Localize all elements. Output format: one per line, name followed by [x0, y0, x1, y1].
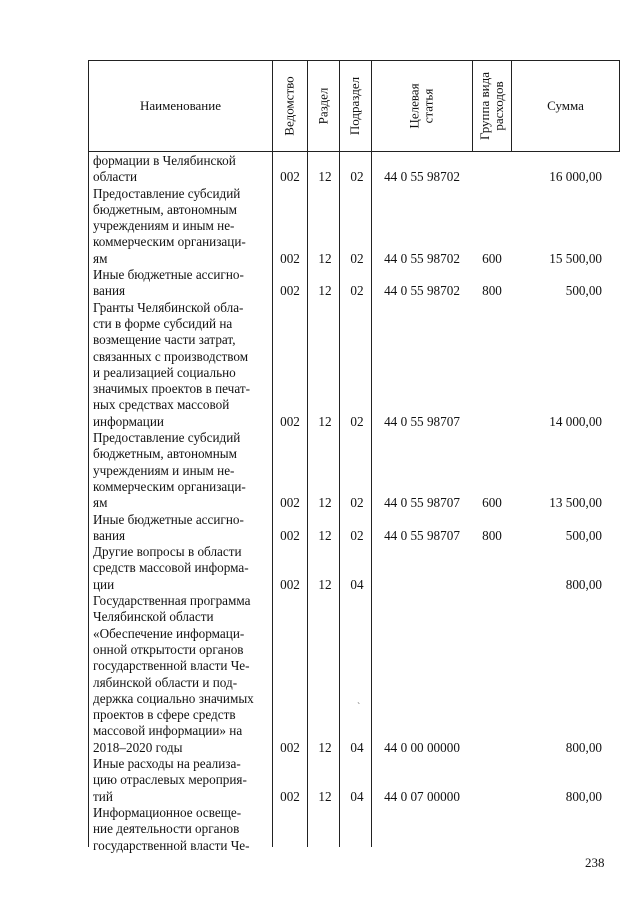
row-name-line: ние деятельности органов [93, 821, 240, 837]
header-podrazdel-label: Подраздел [347, 76, 363, 136]
row-vedomstvo: 002 [280, 576, 300, 592]
row-name-line: и реализацией социально [93, 364, 236, 380]
row-name-line: вания [93, 527, 126, 543]
row-name-line: возмещение части затрат, [93, 332, 236, 348]
row-celevaya: 44 0 00 00000 [384, 739, 460, 755]
row-name-line: сти в форме субсидий на [93, 315, 233, 331]
row-podrazdel: 02 [350, 527, 364, 543]
row-podrazdel: 02 [350, 250, 364, 266]
row-name-line: бюджетным, автономным [93, 201, 237, 217]
header-gruppa-line1: Группа вида [477, 72, 493, 140]
header-summa [512, 61, 619, 151]
stray-mark: ` [357, 702, 361, 713]
row-name-line: учреждениям и иным не- [93, 218, 235, 234]
row-celevaya: 44 0 55 98702 [384, 169, 460, 185]
header-bottom-border [88, 151, 620, 152]
row-name [93, 805, 268, 854]
header-podrazdel [340, 61, 371, 151]
row-name-line: информации [93, 413, 164, 429]
row-name [93, 544, 268, 593]
page-number: 238 [585, 855, 605, 870]
row-name-line: государственной власти Че- [93, 658, 250, 674]
row-name-line: ции [93, 576, 115, 592]
budget-table [88, 60, 620, 853]
table-row [88, 756, 620, 805]
row-podrazdel: 04 [350, 788, 364, 804]
row-name-line: 2018–2020 годы [93, 739, 183, 755]
table-row [88, 153, 620, 186]
header-name [89, 61, 272, 151]
col-divider [619, 60, 620, 151]
row-name-line: средств массовой информа- [93, 560, 249, 576]
row-name-line: «Обеспечение информаци- [93, 625, 245, 641]
row-name [93, 267, 268, 300]
row-name-line: формации в Челябинской [93, 153, 236, 168]
row-vedomstvo: 002 [280, 739, 300, 755]
row-name-line: проектов в сфере средств [93, 707, 236, 723]
row-name-line: области [93, 169, 138, 185]
table-row [88, 544, 620, 593]
row-celevaya: 44 0 55 98702 [384, 250, 460, 266]
header-gruppa [473, 61, 511, 151]
row-name-line: коммерческим организаци- [93, 234, 246, 250]
row-name [93, 756, 268, 805]
row-name-line: держка социально значимых [93, 690, 254, 706]
row-razdel: 12 [318, 413, 332, 429]
row-celevaya: 44 0 55 98707 [384, 527, 460, 543]
row-celevaya: 44 0 07 00000 [384, 788, 460, 804]
row-vedomstvo: 002 [280, 495, 300, 511]
row-gruppa: 600 [482, 495, 502, 511]
header-celevaya [372, 61, 472, 151]
row-podrazdel: 04 [350, 739, 364, 755]
row-summa: 16 000,00 [549, 169, 602, 185]
row-name-line: связанных с производством [93, 348, 249, 364]
row-name-line: Предоставление субсидий [93, 430, 241, 446]
row-name-line: ям [93, 250, 108, 266]
row-name [93, 300, 268, 430]
table-row [88, 300, 620, 430]
row-name-line: Иные расходы на реализа- [93, 756, 241, 772]
row-name [93, 153, 268, 186]
header-celevaya-line1: Целевая [406, 83, 422, 129]
row-name-line: массовой информации» на [93, 723, 243, 739]
row-name-line: Предоставление субсидий [93, 185, 241, 201]
row-razdel: 12 [318, 495, 332, 511]
row-name-line: Государственная программа [93, 593, 251, 609]
row-razdel: 12 [318, 739, 332, 755]
header-vedomstvo-label: Ведомство [282, 76, 297, 136]
row-razdel: 12 [318, 169, 332, 185]
row-vedomstvo: 002 [280, 788, 300, 804]
header-vedomstvo [273, 61, 307, 151]
row-summa: 800,00 [565, 739, 602, 755]
row-name-line: ных средствах массовой [93, 397, 230, 413]
header-razdel [308, 61, 339, 151]
row-razdel: 12 [318, 576, 332, 592]
row-name-line: вания [93, 283, 126, 299]
row-name-line: учреждениям и иным не- [93, 462, 235, 478]
row-name-line: цию отраслевых мероприя- [93, 772, 247, 788]
row-summa: 800,00 [565, 576, 602, 592]
row-gruppa: 600 [482, 250, 502, 266]
row-name-line: Гранты Челябинской обла- [93, 299, 244, 315]
row-summa: 15 500,00 [549, 250, 602, 266]
row-podrazdel: 04 [350, 576, 364, 592]
header-celevaya-line2: статья [420, 88, 436, 124]
row-celevaya: 44 0 55 98702 [384, 283, 460, 299]
row-gruppa: 800 [482, 283, 502, 299]
row-vedomstvo: 002 [280, 527, 300, 543]
row-name-line: Другие вопросы в области [93, 544, 242, 560]
row-name [93, 186, 268, 267]
row-celevaya: 44 0 55 98707 [384, 495, 460, 511]
row-vedomstvo: 002 [280, 250, 300, 266]
header-name-label: Наименование [140, 98, 221, 113]
table-row [88, 267, 620, 300]
row-name [93, 593, 268, 756]
row-name-line: ям [93, 495, 108, 511]
header-celevaya-label [408, 83, 436, 128]
row-name-line: онной открытости органов [93, 641, 244, 657]
row-podrazdel: 02 [350, 283, 364, 299]
row-name-line: лябинской области и под- [93, 674, 238, 690]
row-name-line: Иные бюджетные ассигно- [93, 267, 244, 283]
table-row [88, 805, 620, 854]
row-name-line: Челябинской области [93, 609, 214, 625]
row-name-line: тий [93, 788, 113, 804]
row-summa: 800,00 [565, 788, 602, 804]
row-celevaya: 44 0 55 98707 [384, 413, 460, 429]
row-name [93, 512, 268, 545]
row-vedomstvo: 002 [280, 283, 300, 299]
row-summa: 14 000,00 [549, 413, 602, 429]
row-name-line: бюджетным, автономным [93, 446, 237, 462]
row-podrazdel: 02 [350, 495, 364, 511]
table-row [88, 593, 620, 756]
row-name-line: коммерческим организаци- [93, 478, 246, 494]
row-name-line: Информационное освеще- [93, 805, 242, 820]
table-row [88, 186, 620, 268]
row-name [93, 430, 268, 511]
header-gruppa-label [478, 72, 506, 140]
header-razdel-label: Раздел [315, 87, 331, 125]
table-row [88, 430, 620, 512]
row-name-line: значимых проектов в печат- [93, 381, 250, 397]
row-razdel: 12 [318, 250, 332, 266]
row-razdel: 12 [318, 788, 332, 804]
row-podrazdel: 02 [350, 169, 364, 185]
row-summa: 500,00 [565, 283, 602, 299]
row-name-line: государственной власти Че- [93, 837, 250, 853]
row-gruppa: 800 [482, 527, 502, 543]
row-summa: 13 500,00 [549, 495, 602, 511]
header-gruppa-line2: расходов [491, 81, 507, 131]
row-summa: 500,00 [565, 527, 602, 543]
header-summa-label: Сумма [547, 98, 584, 113]
table-row [88, 512, 620, 545]
row-razdel: 12 [318, 283, 332, 299]
row-vedomstvo: 002 [280, 413, 300, 429]
row-name-line: Иные бюджетные ассигно- [93, 511, 244, 527]
row-podrazdel: 02 [350, 413, 364, 429]
row-razdel: 12 [318, 527, 332, 543]
row-vedomstvo: 002 [280, 169, 300, 185]
